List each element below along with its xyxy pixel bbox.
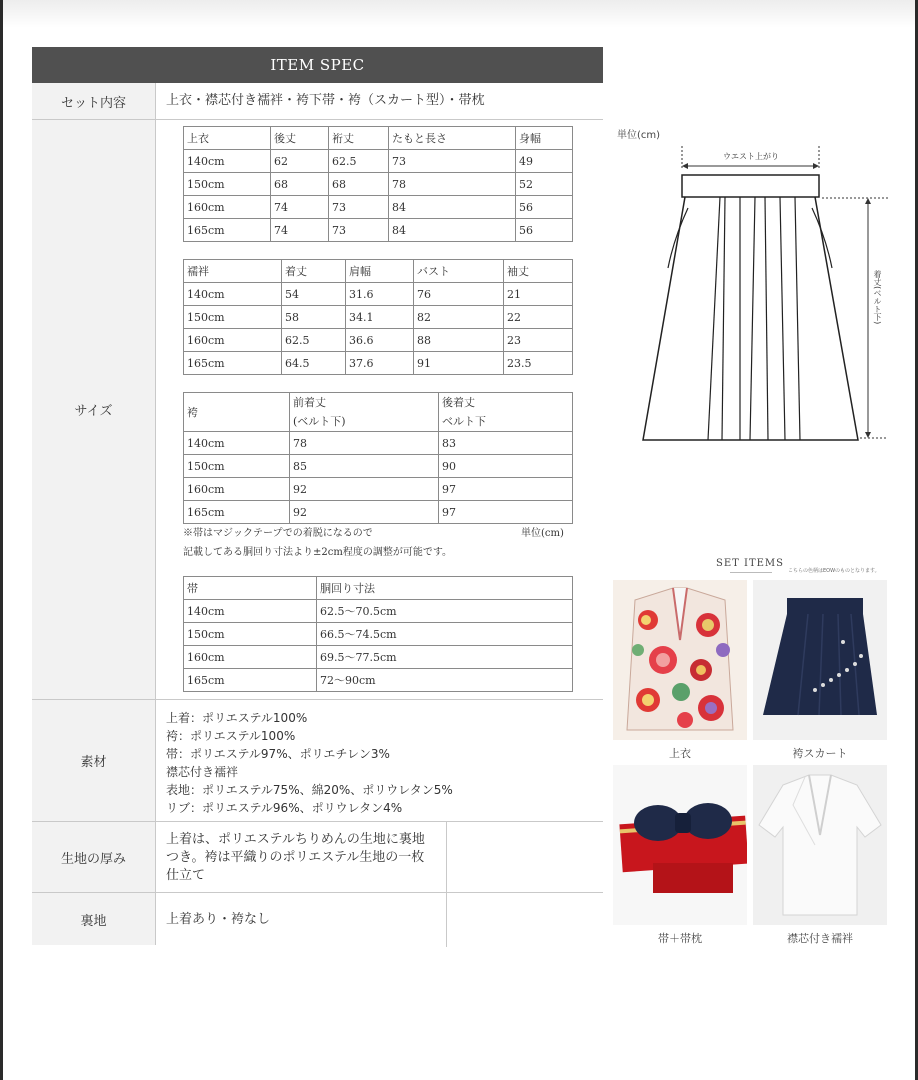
table-header-cell: 身幅 bbox=[516, 127, 573, 150]
table-row bbox=[184, 623, 573, 646]
table-cell: 78 bbox=[389, 173, 516, 196]
table-row bbox=[184, 329, 573, 352]
table-cell: 88 bbox=[414, 329, 504, 352]
set-items-title: SET ITEMS bbox=[716, 558, 785, 569]
table-header-cell: 後丈 bbox=[271, 127, 329, 150]
header-line: (ベルト下) bbox=[293, 415, 346, 428]
row-lining bbox=[32, 893, 603, 945]
row-label: サイズ bbox=[32, 120, 156, 699]
table-cell: 91 bbox=[414, 352, 504, 375]
table-cell: 49 bbox=[516, 150, 573, 173]
kimono-top-image bbox=[613, 580, 747, 740]
table-cell: 160cm bbox=[184, 478, 290, 501]
juban-image bbox=[753, 765, 887, 925]
table-cell: 150cm bbox=[184, 455, 290, 478]
length-label: 着丈(ベルト下) bbox=[873, 270, 882, 325]
obi-size-table bbox=[183, 576, 573, 692]
row-value: 上衣・襟芯付き襦袢・袴下帯・袴（スカート型）・帯枕 bbox=[166, 93, 485, 108]
row-value: 上着は、ポリエステルちりめんの生地に裏地 つき。袴は平織りのポリエステル生地の一枚 仕立て bbox=[166, 832, 425, 883]
table-row bbox=[184, 669, 573, 692]
table-header-cell: 襦袢 bbox=[184, 260, 282, 283]
table-row bbox=[184, 455, 573, 478]
table-header-cell: 肩幅 bbox=[346, 260, 414, 283]
table-cell: 22 bbox=[504, 306, 573, 329]
table-row bbox=[184, 478, 573, 501]
hakama-diagram bbox=[630, 138, 900, 448]
table-cell: 62.5 bbox=[329, 150, 389, 173]
table-cell: 160cm bbox=[184, 196, 271, 219]
table-row bbox=[184, 196, 573, 219]
table-cell: 62 bbox=[271, 150, 329, 173]
table-cell: 21 bbox=[504, 283, 573, 306]
table-row bbox=[184, 306, 573, 329]
table-cell: 54 bbox=[282, 283, 346, 306]
item-caption: 襟芯付き襦袢 bbox=[787, 932, 853, 945]
table-cell: 66.5〜74.5cm bbox=[317, 623, 573, 646]
obi-note-line1: ※帯はマジックテープでの着脱になるので bbox=[183, 528, 373, 539]
table-header-cell bbox=[290, 393, 439, 432]
table-cell: 72〜90cm bbox=[317, 669, 573, 692]
table-cell: 58 bbox=[282, 306, 346, 329]
table-cell: 165cm bbox=[184, 352, 282, 375]
table-cell: 165cm bbox=[184, 219, 271, 242]
table-header-row bbox=[184, 577, 573, 600]
table-cell: 97 bbox=[439, 478, 573, 501]
table-cell: 92 bbox=[290, 501, 439, 524]
waist-label: ウエスト上がり bbox=[723, 152, 779, 161]
table-cell: 69.5〜77.5cm bbox=[317, 646, 573, 669]
table-cell: 36.6 bbox=[346, 329, 414, 352]
set-items-note: こちらの色柄はEOWのものとなります。 bbox=[788, 568, 880, 574]
table-row bbox=[184, 646, 573, 669]
table-cell: 82 bbox=[414, 306, 504, 329]
table-cell: 23 bbox=[504, 329, 573, 352]
window-frame-left bbox=[0, 0, 3, 1080]
table-header-cell: 胴回り寸法 bbox=[317, 577, 573, 600]
table-header-row bbox=[184, 127, 573, 150]
item-card-obi bbox=[613, 765, 747, 925]
table-row bbox=[184, 219, 573, 242]
table-cell: 68 bbox=[329, 173, 389, 196]
item-card-juban bbox=[753, 765, 887, 925]
table-cell: 62.5〜70.5cm bbox=[317, 600, 573, 623]
diagram-unit-label: 単位(cm) bbox=[617, 130, 661, 141]
table-header-cell bbox=[439, 393, 573, 432]
table-cell: 62.5 bbox=[282, 329, 346, 352]
table-cell: 84 bbox=[389, 196, 516, 219]
table-cell: 140cm bbox=[184, 150, 271, 173]
table-cell: 160cm bbox=[184, 329, 282, 352]
set-title-rule bbox=[730, 572, 772, 573]
item-caption: 袴スカート bbox=[792, 747, 848, 760]
table-cell: 68 bbox=[271, 173, 329, 196]
table-cell: 92 bbox=[290, 478, 439, 501]
item-card-hakama bbox=[753, 580, 887, 740]
table-cell: 150cm bbox=[184, 173, 271, 196]
header-line: ベルト下 bbox=[442, 415, 486, 428]
table-header-cell: 裄丈 bbox=[329, 127, 389, 150]
table-cell: 140cm bbox=[184, 600, 317, 623]
table-cell: 64.5 bbox=[282, 352, 346, 375]
row-material bbox=[32, 700, 603, 822]
table-cell: 150cm bbox=[184, 623, 317, 646]
row-value: 上着：ポリエステル100% 袴：ポリエステル100% 帯：ポリエステル97%、ポリエチレン3% 襟芯付き襦袢 表地：ポリエステル75%、綿20%、ポリウレタン5% リブ：ポリエステル96%、ポリウレタン4% bbox=[166, 711, 453, 815]
table-row bbox=[184, 432, 573, 455]
table-cell: 37.6 bbox=[346, 352, 414, 375]
table-row bbox=[184, 283, 573, 306]
hakama-skirt-image bbox=[753, 580, 887, 740]
table-row bbox=[184, 150, 573, 173]
table-cell: 160cm bbox=[184, 646, 317, 669]
obi-note-line2: 記載してある胴回り寸法より±2cm程度の調整が可能です。 bbox=[183, 547, 453, 558]
table-cell: 76 bbox=[414, 283, 504, 306]
table-row bbox=[184, 352, 573, 375]
table-cell: 52 bbox=[516, 173, 573, 196]
table-header-cell: 上衣 bbox=[184, 127, 271, 150]
header-line: 後着丈 bbox=[442, 396, 475, 409]
table-cell: 31.6 bbox=[346, 283, 414, 306]
row-value: 上着あり・袴なし bbox=[166, 912, 271, 927]
item-caption: 帯＋帯枕 bbox=[658, 932, 702, 945]
table-cell: 56 bbox=[516, 219, 573, 242]
table-header-cell: 袴 bbox=[184, 393, 290, 432]
table-cell: 165cm bbox=[184, 669, 317, 692]
row-thickness bbox=[32, 822, 603, 893]
item-caption: 上衣 bbox=[669, 747, 691, 760]
table-header-cell: 帯 bbox=[184, 577, 317, 600]
table-cell: 73 bbox=[329, 196, 389, 219]
table-cell: 140cm bbox=[184, 283, 282, 306]
table-cell: 73 bbox=[329, 219, 389, 242]
table-cell: 74 bbox=[271, 196, 329, 219]
table-header-cell: 袖丈 bbox=[504, 260, 573, 283]
item-spec-header: ITEM SPEC bbox=[32, 47, 603, 83]
table-cell: 56 bbox=[516, 196, 573, 219]
table-header-row bbox=[184, 260, 573, 283]
table-row bbox=[184, 600, 573, 623]
unit-note: 単位(cm) bbox=[521, 528, 564, 539]
hakama-size-table bbox=[183, 392, 573, 524]
table-header-row bbox=[184, 393, 573, 432]
obi-set-image bbox=[613, 765, 747, 925]
table-cell: 73 bbox=[389, 150, 516, 173]
header-line: 前着丈 bbox=[293, 396, 326, 409]
row-label: 素材 bbox=[32, 700, 156, 821]
table-header-cell: たもと長さ bbox=[389, 127, 516, 150]
table-header-cell: 着丈 bbox=[282, 260, 346, 283]
table-header-cell: バスト bbox=[414, 260, 504, 283]
row-label: 裏地 bbox=[32, 893, 156, 945]
table-cell: 78 bbox=[290, 432, 439, 455]
table-cell: 97 bbox=[439, 501, 573, 524]
table-cell: 34.1 bbox=[346, 306, 414, 329]
row-set-contents bbox=[32, 83, 603, 120]
table-row bbox=[184, 173, 573, 196]
jacket-size-table bbox=[183, 126, 573, 242]
row-label: セット内容 bbox=[32, 83, 156, 119]
table-cell: 83 bbox=[439, 432, 573, 455]
table-cell: 90 bbox=[439, 455, 573, 478]
item-card-jacket bbox=[613, 580, 747, 740]
table-row bbox=[184, 501, 573, 524]
table-cell: 165cm bbox=[184, 501, 290, 524]
table-cell: 85 bbox=[290, 455, 439, 478]
table-cell: 74 bbox=[271, 219, 329, 242]
top-bar bbox=[3, 0, 915, 28]
table-cell: 23.5 bbox=[504, 352, 573, 375]
table-cell: 140cm bbox=[184, 432, 290, 455]
row-label: 生地の厚み bbox=[32, 822, 156, 892]
table-cell: 84 bbox=[389, 219, 516, 242]
table-cell: 150cm bbox=[184, 306, 282, 329]
juban-size-table bbox=[183, 259, 573, 375]
